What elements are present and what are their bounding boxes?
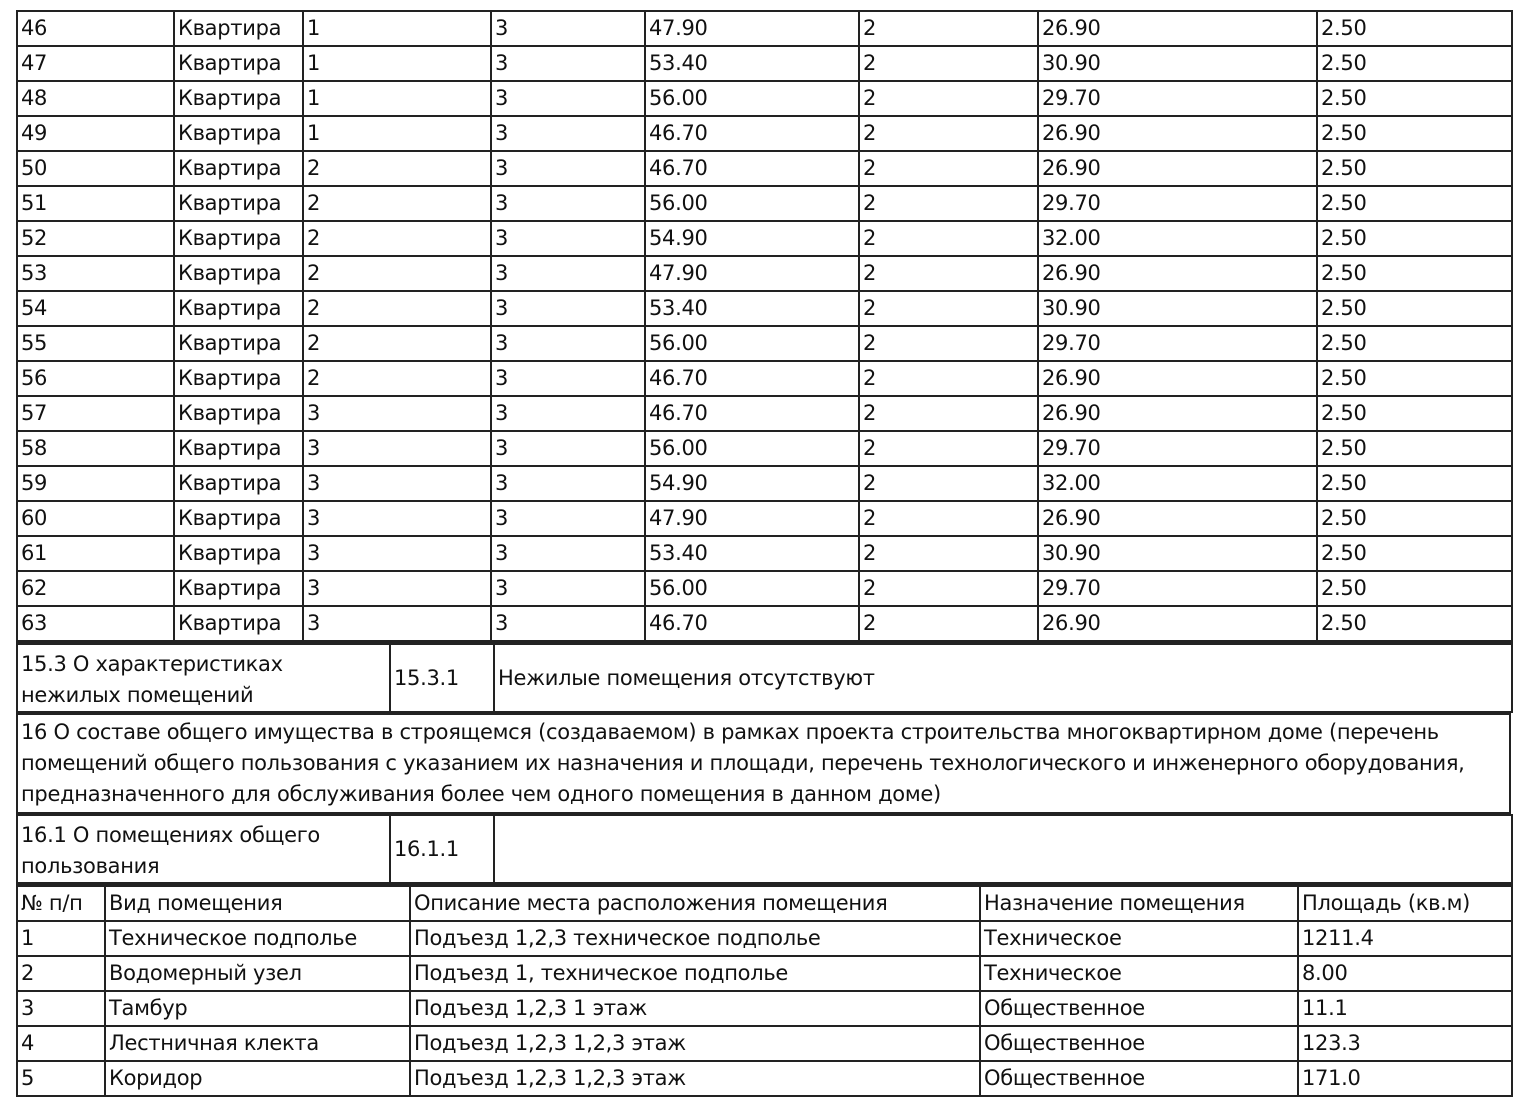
table-row <box>17 1061 1512 1096</box>
apt-living-area: 26.90 <box>1038 11 1317 46</box>
apt-number: 57 <box>17 396 174 431</box>
table-row <box>17 186 1512 221</box>
area-purpose: Техническое <box>980 921 1298 956</box>
apt-type: Квартира <box>174 466 303 501</box>
apt-ceiling-height: 2.50 <box>1317 536 1512 571</box>
apt-total-area: 56.00 <box>645 571 859 606</box>
apt-rooms: 2 <box>859 11 1038 46</box>
apt-type: Квартира <box>174 501 303 536</box>
apt-living-area: 26.90 <box>1038 151 1317 186</box>
apt-entrance: 1 <box>303 116 491 151</box>
apt-living-area: 26.90 <box>1038 361 1317 396</box>
apt-entrance: 2 <box>303 151 491 186</box>
apt-floor: 3 <box>491 326 645 361</box>
apt-total-area: 47.90 <box>645 501 859 536</box>
apt-floor: 3 <box>491 291 645 326</box>
apt-rooms: 2 <box>859 571 1038 606</box>
apt-total-area: 46.70 <box>645 361 859 396</box>
apt-living-area: 32.00 <box>1038 221 1317 256</box>
area-location: Подъезд 1,2,3 1,2,3 этаж <box>410 1026 980 1061</box>
apt-number: 59 <box>17 466 174 501</box>
apt-floor: 3 <box>491 361 645 396</box>
apt-entrance: 3 <box>303 606 491 641</box>
apt-living-area: 26.90 <box>1038 606 1317 641</box>
apt-number: 54 <box>17 291 174 326</box>
apt-entrance: 3 <box>303 571 491 606</box>
apt-total-area: 46.70 <box>645 116 859 151</box>
apt-type: Квартира <box>174 46 303 81</box>
apt-rooms: 2 <box>859 81 1038 116</box>
area-size: 8.00 <box>1298 956 1512 991</box>
table-row <box>17 361 1512 396</box>
apt-total-area: 53.40 <box>645 46 859 81</box>
apt-ceiling-height: 2.50 <box>1317 81 1512 116</box>
apt-ceiling-height: 2.50 <box>1317 361 1512 396</box>
table-row <box>17 956 1512 991</box>
table-row <box>17 396 1512 431</box>
section-16-1-label: 16.1 О помещениях общего пользования <box>17 815 390 883</box>
table-row <box>17 606 1512 641</box>
table-row <box>17 1026 1512 1061</box>
apt-number: 52 <box>17 221 174 256</box>
apt-total-area: 56.00 <box>645 431 859 466</box>
apt-entrance: 1 <box>303 81 491 116</box>
header-number: № п/п <box>17 886 105 922</box>
area-purpose: Общественное <box>980 1026 1298 1061</box>
apt-rooms: 2 <box>859 46 1038 81</box>
apt-ceiling-height: 2.50 <box>1317 606 1512 641</box>
apt-type: Квартира <box>174 116 303 151</box>
apt-number: 63 <box>17 606 174 641</box>
section-16-table <box>16 713 1511 814</box>
apt-entrance: 2 <box>303 221 491 256</box>
area-number: 1 <box>17 921 105 956</box>
area-room-type: Техническое подполье <box>105 921 410 956</box>
apt-type: Квартира <box>174 151 303 186</box>
section-15-3-table <box>16 642 1513 713</box>
document-page <box>16 10 1511 1097</box>
apt-floor: 3 <box>491 46 645 81</box>
section-16-1-value <box>494 815 1512 883</box>
table-row <box>17 11 1512 46</box>
apt-living-area: 26.90 <box>1038 396 1317 431</box>
section-16-row <box>17 714 1510 813</box>
header-area: Площадь (кв.м) <box>1298 886 1512 922</box>
apt-ceiling-height: 2.50 <box>1317 396 1512 431</box>
apt-floor: 3 <box>491 571 645 606</box>
apt-total-area: 46.70 <box>645 396 859 431</box>
apt-entrance: 2 <box>303 256 491 291</box>
apt-ceiling-height: 2.50 <box>1317 571 1512 606</box>
common-areas-header-row <box>17 886 1512 922</box>
table-row <box>17 291 1512 326</box>
apt-type: Квартира <box>174 186 303 221</box>
apt-living-area: 29.70 <box>1038 81 1317 116</box>
area-purpose: Техническое <box>980 956 1298 991</box>
apt-number: 49 <box>17 116 174 151</box>
apt-living-area: 30.90 <box>1038 46 1317 81</box>
apt-entrance: 2 <box>303 361 491 396</box>
area-purpose: Общественное <box>980 1061 1298 1096</box>
section-15-3-label: 15.3 О характеристиках нежилых помещений <box>17 644 390 713</box>
table-row <box>17 221 1512 256</box>
apt-floor: 3 <box>491 221 645 256</box>
table-row <box>17 991 1512 1026</box>
area-number: 2 <box>17 956 105 991</box>
area-size: 1211.4 <box>1298 921 1512 956</box>
apt-rooms: 2 <box>859 116 1038 151</box>
table-row <box>17 151 1512 186</box>
apt-entrance: 1 <box>303 46 491 81</box>
apt-entrance: 3 <box>303 396 491 431</box>
area-location: Подъезд 1,2,3 техническое подполье <box>410 921 980 956</box>
apt-living-area: 29.70 <box>1038 431 1317 466</box>
apt-rooms: 2 <box>859 291 1038 326</box>
apt-total-area: 54.90 <box>645 221 859 256</box>
apt-floor: 3 <box>491 606 645 641</box>
apt-number: 53 <box>17 256 174 291</box>
table-row <box>17 571 1512 606</box>
header-room-type: Вид помещения <box>105 886 410 922</box>
apt-floor: 3 <box>491 11 645 46</box>
apt-entrance: 2 <box>303 291 491 326</box>
apt-number: 46 <box>17 11 174 46</box>
apt-rooms: 2 <box>859 396 1038 431</box>
apt-number: 56 <box>17 361 174 396</box>
apt-total-area: 54.90 <box>645 466 859 501</box>
apt-rooms: 2 <box>859 256 1038 291</box>
apt-type: Квартира <box>174 536 303 571</box>
area-number: 4 <box>17 1026 105 1061</box>
apt-ceiling-height: 2.50 <box>1317 11 1512 46</box>
apt-total-area: 46.70 <box>645 151 859 186</box>
apt-entrance: 3 <box>303 431 491 466</box>
apt-floor: 3 <box>491 116 645 151</box>
apt-floor: 3 <box>491 501 645 536</box>
apt-living-area: 29.70 <box>1038 571 1317 606</box>
apt-total-area: 53.40 <box>645 291 859 326</box>
area-room-type: Водомерный узел <box>105 956 410 991</box>
apt-entrance: 2 <box>303 186 491 221</box>
apt-living-area: 32.00 <box>1038 466 1317 501</box>
area-number: 3 <box>17 991 105 1026</box>
apt-total-area: 53.40 <box>645 536 859 571</box>
apt-rooms: 2 <box>859 186 1038 221</box>
apt-ceiling-height: 2.50 <box>1317 46 1512 81</box>
apt-ceiling-height: 2.50 <box>1317 151 1512 186</box>
apt-ceiling-height: 2.50 <box>1317 326 1512 361</box>
apt-living-area: 29.70 <box>1038 186 1317 221</box>
apt-total-area: 47.90 <box>645 256 859 291</box>
apt-entrance: 3 <box>303 466 491 501</box>
apt-ceiling-height: 2.50 <box>1317 256 1512 291</box>
area-room-type: Тамбур <box>105 991 410 1026</box>
section-16-1-code: 16.1.1 <box>390 815 494 883</box>
apt-rooms: 2 <box>859 466 1038 501</box>
apt-number: 47 <box>17 46 174 81</box>
apt-ceiling-height: 2.50 <box>1317 186 1512 221</box>
area-size: 171.0 <box>1298 1061 1512 1096</box>
apt-rooms: 2 <box>859 431 1038 466</box>
table-row <box>17 256 1512 291</box>
apt-floor: 3 <box>491 466 645 501</box>
apt-number: 58 <box>17 431 174 466</box>
apt-total-area: 56.00 <box>645 326 859 361</box>
header-location: Описание места расположения помещения <box>410 886 980 922</box>
apt-type: Квартира <box>174 291 303 326</box>
apt-type: Квартира <box>174 326 303 361</box>
apt-type: Квартира <box>174 221 303 256</box>
apt-rooms: 2 <box>859 536 1038 571</box>
section-16-1-table <box>16 814 1513 884</box>
apt-number: 48 <box>17 81 174 116</box>
area-size: 123.3 <box>1298 1026 1512 1061</box>
area-size: 11.1 <box>1298 991 1512 1026</box>
apt-total-area: 46.70 <box>645 606 859 641</box>
header-purpose: Назначение помещения <box>980 886 1298 922</box>
apt-number: 51 <box>17 186 174 221</box>
table-row <box>17 501 1512 536</box>
apt-floor: 3 <box>491 256 645 291</box>
apt-type: Квартира <box>174 396 303 431</box>
apt-ceiling-height: 2.50 <box>1317 431 1512 466</box>
apt-ceiling-height: 2.50 <box>1317 501 1512 536</box>
apt-floor: 3 <box>491 396 645 431</box>
apt-rooms: 2 <box>859 326 1038 361</box>
apt-ceiling-height: 2.50 <box>1317 116 1512 151</box>
apt-total-area: 47.90 <box>645 11 859 46</box>
apt-entrance: 3 <box>303 501 491 536</box>
apt-rooms: 2 <box>859 361 1038 396</box>
area-location: Подъезд 1,2,3 1,2,3 этаж <box>410 1061 980 1096</box>
apt-floor: 3 <box>491 151 645 186</box>
area-room-type: Коридор <box>105 1061 410 1096</box>
section-15-3-row <box>17 644 1512 713</box>
apt-floor: 3 <box>491 431 645 466</box>
apt-number: 55 <box>17 326 174 361</box>
apt-type: Квартира <box>174 606 303 641</box>
apt-entrance: 3 <box>303 536 491 571</box>
apt-living-area: 26.90 <box>1038 256 1317 291</box>
apt-rooms: 2 <box>859 606 1038 641</box>
area-location: Подъезд 1, техническое подполье <box>410 956 980 991</box>
section-15-3-code: 15.3.1 <box>390 644 494 713</box>
table-row <box>17 431 1512 466</box>
apt-rooms: 2 <box>859 501 1038 536</box>
apt-floor: 3 <box>491 536 645 571</box>
apt-living-area: 26.90 <box>1038 501 1317 536</box>
apt-type: Квартира <box>174 361 303 396</box>
table-row <box>17 921 1512 956</box>
apartments-table <box>16 10 1513 642</box>
apt-type: Квартира <box>174 431 303 466</box>
apt-living-area: 29.70 <box>1038 326 1317 361</box>
apt-total-area: 56.00 <box>645 81 859 116</box>
common-areas-table <box>16 884 1513 1097</box>
apt-living-area: 30.90 <box>1038 536 1317 571</box>
apt-total-area: 56.00 <box>645 186 859 221</box>
apt-number: 61 <box>17 536 174 571</box>
table-row <box>17 536 1512 571</box>
apt-floor: 3 <box>491 81 645 116</box>
apt-number: 50 <box>17 151 174 186</box>
apt-living-area: 26.90 <box>1038 116 1317 151</box>
apt-number: 62 <box>17 571 174 606</box>
table-row <box>17 116 1512 151</box>
table-row <box>17 466 1512 501</box>
area-room-type: Лестничная клекта <box>105 1026 410 1061</box>
apt-entrance: 2 <box>303 326 491 361</box>
apt-ceiling-height: 2.50 <box>1317 291 1512 326</box>
area-number: 5 <box>17 1061 105 1096</box>
section-16-1-row <box>17 815 1512 883</box>
apt-number: 60 <box>17 501 174 536</box>
area-purpose: Общественное <box>980 991 1298 1026</box>
table-row <box>17 46 1512 81</box>
apt-living-area: 30.90 <box>1038 291 1317 326</box>
section-15-3-value: Нежилые помещения отсутствуют <box>494 644 1512 713</box>
apt-type: Квартира <box>174 81 303 116</box>
apt-rooms: 2 <box>859 151 1038 186</box>
apt-entrance: 1 <box>303 11 491 46</box>
apt-ceiling-height: 2.50 <box>1317 466 1512 501</box>
apt-rooms: 2 <box>859 221 1038 256</box>
area-location: Подъезд 1,2,3 1 этаж <box>410 991 980 1026</box>
apt-type: Квартира <box>174 256 303 291</box>
table-row <box>17 81 1512 116</box>
table-row <box>17 326 1512 361</box>
apt-type: Квартира <box>174 571 303 606</box>
apt-type: Квартира <box>174 11 303 46</box>
apt-floor: 3 <box>491 186 645 221</box>
section-16-text: 16 О составе общего имущества в строящемся (создаваемом) в рамках проекта строительства многоквартирном доме (перечень помещений общего пользования с указанием их назначения и площади, перечень технологического и инженерного оборудования, предназначенного для обслуживания более чем одного помещения в данном доме) <box>17 714 1510 813</box>
apt-ceiling-height: 2.50 <box>1317 221 1512 256</box>
